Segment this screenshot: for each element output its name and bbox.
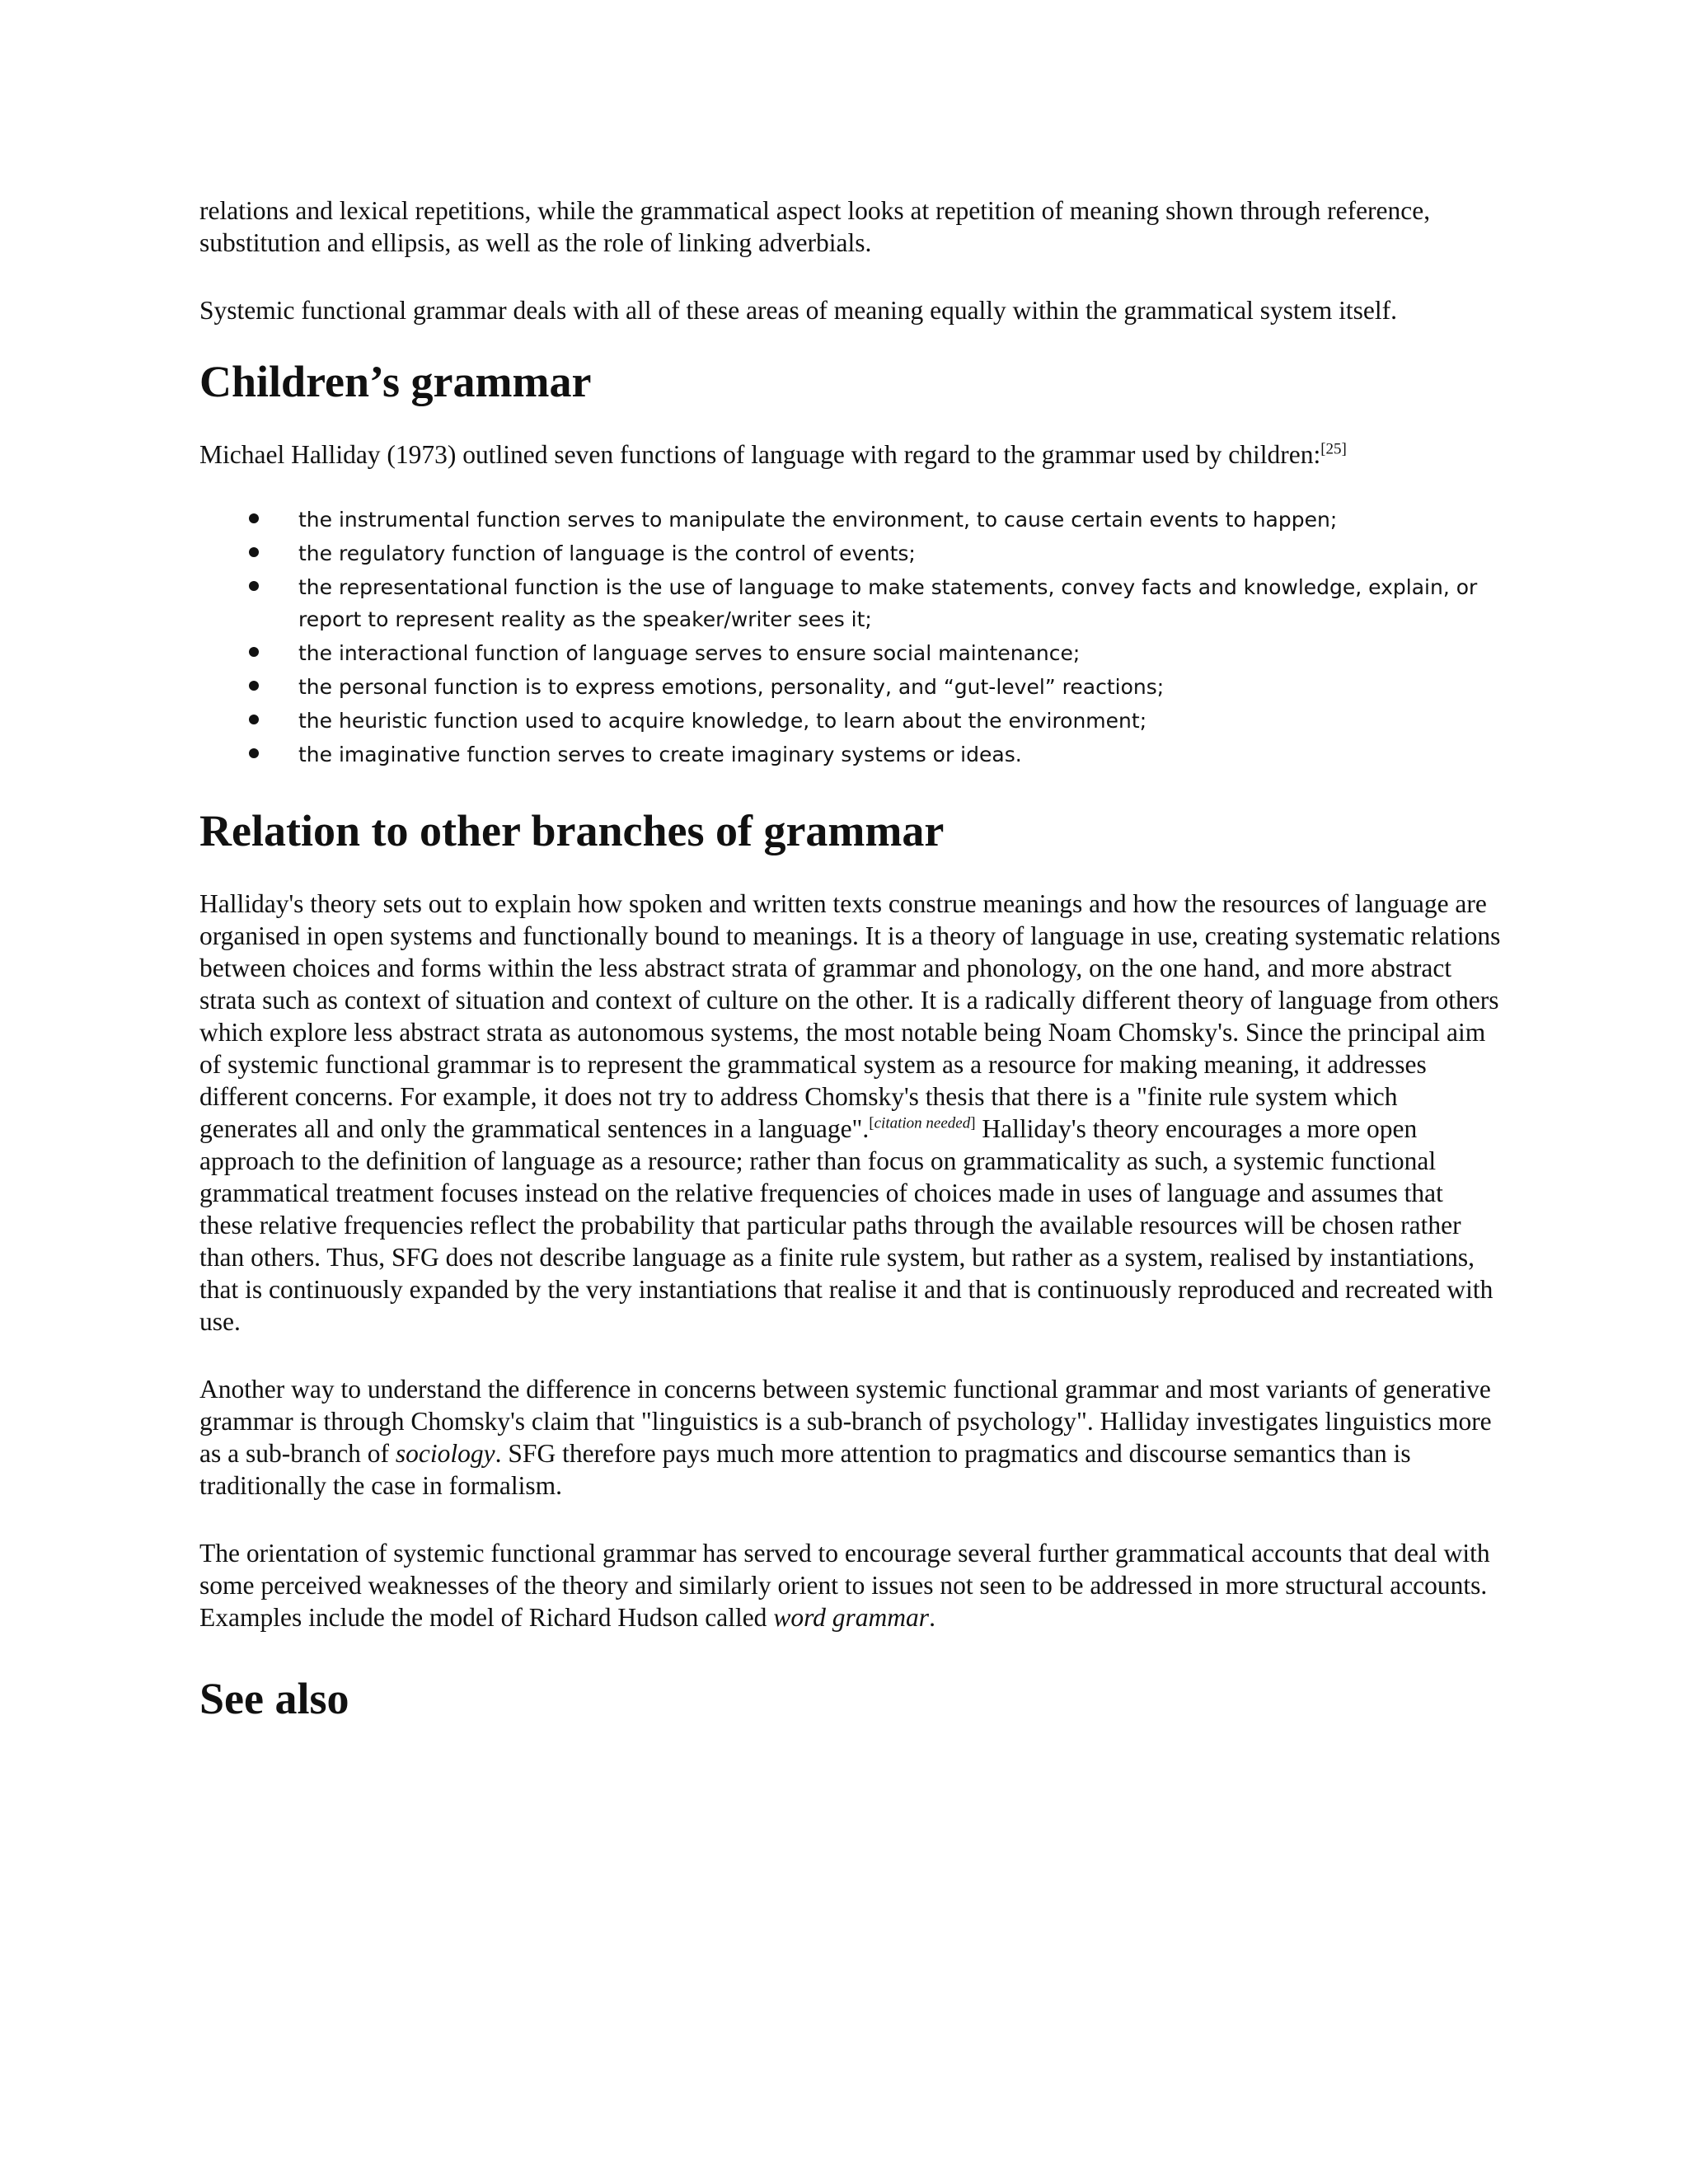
bullet-icon xyxy=(249,647,259,657)
bullet-icon xyxy=(249,581,259,591)
list-item-text: the heuristic function used to acquire knowledge, to learn about the environment; xyxy=(298,709,1147,733)
bullet-icon xyxy=(249,681,259,691)
list-item xyxy=(199,504,1502,536)
relation-p1-text-b: Halliday's theory encourages a more open approach to the definition of language as a resource; rather than focus on grammaticality as such, a systemic functional grammatical treatment focuses instead on the relative frequencies of choices made in uses of language and assumes that these relative frequencies reflect the probability that particular paths through the available resources will be chosen rather than others. Thus, SFG does not describe language as a finite rule system, but rather as a system, realised by instantiations, that is continuously expanded by the very instantiations that realise it and that is continuously reproduced and recreated with use. xyxy=(199,1114,1493,1336)
list-item xyxy=(199,637,1502,669)
list-item-text: the regulatory function of language is the control of events; xyxy=(298,541,916,565)
lead-text: Michael Halliday (1973) outlined seven functions of language with regard to the grammar used by children: xyxy=(199,440,1321,469)
relation-paragraph-1 xyxy=(199,888,1502,1338)
childrens-grammar-lead xyxy=(199,438,1502,471)
list-item-text: the instrumental function serves to manipulate the environment, to cause certain events to happen; xyxy=(298,508,1338,532)
reference-25[interactable]: [25] xyxy=(1320,440,1347,458)
bullet-icon xyxy=(249,547,259,557)
heading-childrens-grammar: Children’s grammar xyxy=(199,357,592,406)
functions-list xyxy=(199,504,1502,771)
relation-p2-emphasis: sociology xyxy=(395,1439,495,1468)
relation-paragraph-2 xyxy=(199,1373,1502,1502)
list-item-text: the imaginative function serves to create imaginary systems or ideas. xyxy=(298,743,1022,766)
relation-p2-text-a: Another way to understand the difference in concerns between systemic functional grammar and most variants of generative grammar is through Chomsky's claim that "linguistics is a sub-branch of psychology". Halliday investigates linguistics more as a sub-branch of xyxy=(199,1375,1492,1468)
citation-bracket-close: ] xyxy=(970,1114,976,1132)
list-item xyxy=(199,571,1502,635)
relation-p3-text-b: . xyxy=(929,1603,935,1632)
heading-relation-to-other-branches: Relation to other branches of grammar xyxy=(199,806,945,855)
heading-see-also: See also xyxy=(199,1674,349,1723)
intro-paragraph-2: Systemic functional grammar deals with all of these areas of meaning equally within the grammatical system itself. xyxy=(199,296,1397,325)
bullet-icon xyxy=(249,513,259,523)
list-item xyxy=(199,671,1502,703)
relation-paragraph-3 xyxy=(199,1537,1502,1633)
intro-paragraph-1: relations and lexical repetitions, while the grammatical aspect looks at repetition of meaning shown through reference, substitution and ellipsis, as well as the role of linking adverbials. xyxy=(199,196,1431,257)
bullet-icon xyxy=(249,748,259,758)
list-item-text: the personal function is to express emotions, personality, and “gut-level” reactions; xyxy=(298,675,1165,699)
list-item-text: the representational function is the use of language to make statements, convey facts and knowledge, explain, or report to represent reality as the speaker/writer sees it; xyxy=(298,575,1478,631)
list-item-text: the interactional function of language serves to ensure social maintenance; xyxy=(298,641,1081,665)
citation-needed[interactable] xyxy=(869,1115,975,1132)
relation-p2-text-b: . SFG therefore pays much more attention to pragmatics and discourse semantics than is traditionally the case in formalism. xyxy=(199,1439,1411,1500)
citation-needed-text: citation needed xyxy=(874,1114,971,1132)
list-item xyxy=(199,705,1502,737)
page-content xyxy=(199,194,1502,1755)
bullet-icon xyxy=(249,715,259,724)
list-item xyxy=(199,738,1502,771)
relation-p3-text-a: The orientation of systemic functional grammar has served to encourage several further grammatical accounts that deal with some perceived weaknesses of the theory and similarly orient to issues not seen to be addressed in more structural accounts. Examples include the model of Richard Hudson called xyxy=(199,1539,1490,1632)
citation-bracket-open: [ xyxy=(869,1114,874,1132)
relation-p1-text-a: Halliday's theory sets out to explain how spoken and written texts construe meanings and how the resources of language are organised in open systems and functionally bound to meanings. It is a theory of language in use, creating systematic relations between choices and forms within the less abstract strata of grammar and phonology, on the one hand, and more abstract strata such as context of situation and context of culture on the other. It is a radically different theory of language from others which explore less abstract strata as autonomous systems, the most notable being Noam Chomsky's. Since the principal aim of systemic functional grammar is to represent the grammatical system as a resource for making meaning, it addresses different concerns. For example, it does not try to address Chomsky's thesis that there is a "finite rule system which generates all and only the grammatical sentences in a language". xyxy=(199,889,1501,1143)
relation-p3-emphasis: word grammar xyxy=(773,1603,930,1632)
list-item xyxy=(199,537,1502,569)
